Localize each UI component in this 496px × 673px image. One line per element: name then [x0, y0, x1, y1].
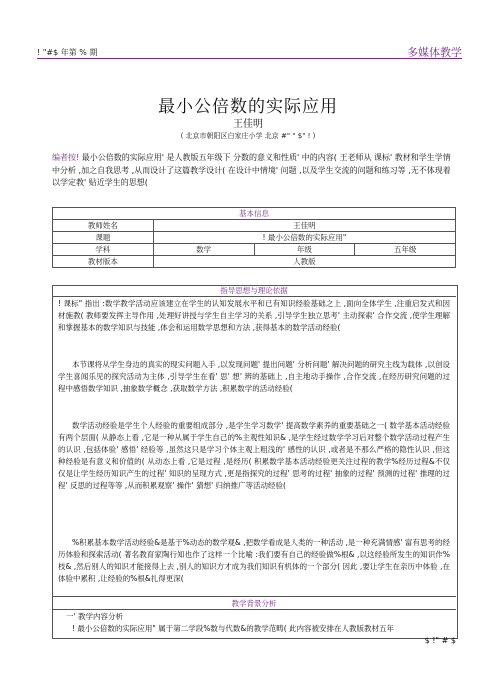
guiding-paragraph-1: ! 课标" 指出 :数学教学活动应该建立在学生的认知发展水平和已有知识经验基础之上 ,面向全体学生 ,注重启发式和因材施教( 教师要发挥主导作用 ,处理好讲授与学生自主学习的关系 ,引导学生独立思考' 主动探索' 合作交流 ,使学生理解和掌握基本的数学知识与技能 ,体会和运用数学思想和方法 ,获得基本的数学活动经验(: [58, 299, 450, 333]
editor-note-label: 编者按!: [52, 153, 80, 162]
content-frame: [52, 285, 458, 639]
info-value-grade: 五年级: [355, 244, 456, 256]
column-title: 多媒体教学: [407, 46, 462, 59]
guiding-paragraph-3: 数学活动经验是学生个人经验的重要组成部分 ,是学生学习数学' 提高数学素养的重要基础之一( 数学基本活动经验有两个层面( 从静态上看 ,它是一种从属于学生自己的%主观性知识& ,是学生经过数学学习后对整个数学活动过程产生的认识 ,包括体验' 感悟' 经验等 ,虽然这只是学习个体主观上粗浅的' 感性的认识 ,或者是不那么严格的隐性认识 ,但这种经验是有意义和价值的( 从动态上看 ,它是过程 ,是经历( 积累数学基本活动经验更关注过程的教学%经历过程&不仅仅是让学生经历知识产生的过程' 知识的呈现方式 ,更是指探究的过程' 思考的过程' 抽象的过程' 预测的过程' 推理的过程' 反思的过程等等 ,从而积累观察' 操作' 猜想' 归纳推广等活动经验(: [58, 421, 450, 491]
info-value-edition: 人教版: [153, 256, 455, 268]
guiding-paragraph-2: 本节课将从学生身边的真实的现实问题入手 ,以发现问题' 提出问题' 分析问题' 解决问题的研究主线为载体 ,以创设学生喜闻乐见的探究活动为主体 ,引导学生在看' 思' 想' 辨的基础上 ,自主地动手操作 ,合作交流 ,在经历研究问题的过程中感悟数学知识 ,抽象数学概念 ,获取数学方法 ,积累数学的活动经验(: [58, 360, 450, 394]
info-label-teacher: 教师姓名: [53, 220, 154, 232]
info-label-topic: 课题: [53, 232, 154, 244]
info-label-grade: 年级: [254, 244, 355, 256]
info-label-subject: 学科: [53, 244, 154, 256]
info-value-teacher: 王佳明: [153, 220, 455, 232]
page-number: $ !" # $: [424, 636, 456, 645]
author-affiliation: ( 北京市朝阳区白家庄小学 北京 #" " $" ! ): [180, 132, 316, 140]
info-value-topic: ! 最小公倍数的实际应用": [153, 232, 455, 244]
article-author: 王佳明: [233, 119, 263, 130]
section-heading-guiding-ideas: 指导思想与理论依据: [220, 286, 288, 295]
basic-info-table: [52, 207, 456, 268]
editor-note-text: 最小公倍数的实际应用' 是人教版五年级下 分数的意义和性质' 中的内容( 王老师从 课标' 教材和学生学情中分析 ,加之自我思考 ,从而设计了这篇教学设计( 在设计中情境' 问题 ,以及学生交流的问题和练习等 ,无不体现着以学定教' 贴近学生的思想(: [52, 153, 451, 187]
guiding-paragraph-4: %积累基本数学活动经验&是基于%动态的数学观& ,把数学看成是人类的一种活动 ,是一种充满情感' 富有思考的经历体验和探索活动( 著名教育家陶行知也作了这样一个比喻 :我们要有自己的经验做%根& ,以这经验所发生的知识作%枝& ,然后别人的知识才能接得上去 ,别人的知识方才成为我们知识有机体的一个部分( 因此 ,要让学生在亲历中体验 ,在体验中累积 ,让经验的%根&扎得更深(: [58, 538, 450, 584]
background-paragraph-1: ! 最小公倍数的实际应用" 属于第二学段%数与代数&的教学范畴( 此内容被安排在人教版教材五年: [72, 624, 395, 633]
info-label-edition: 教材版本: [53, 256, 154, 268]
article-title: 最小公倍数的实际应用: [158, 97, 338, 117]
info-value-subject: 数学: [153, 244, 254, 256]
section-heading-background: 教学背景分析: [231, 599, 277, 608]
subsection-heading-content-analysis: 一' 教学内容分析: [66, 612, 123, 621]
info-table-title: 基本信息: [53, 208, 456, 220]
issue-label: ! "#$ 年第 % 期: [37, 48, 98, 57]
editor-note: [52, 152, 456, 190]
header-divider: [37, 58, 462, 59]
